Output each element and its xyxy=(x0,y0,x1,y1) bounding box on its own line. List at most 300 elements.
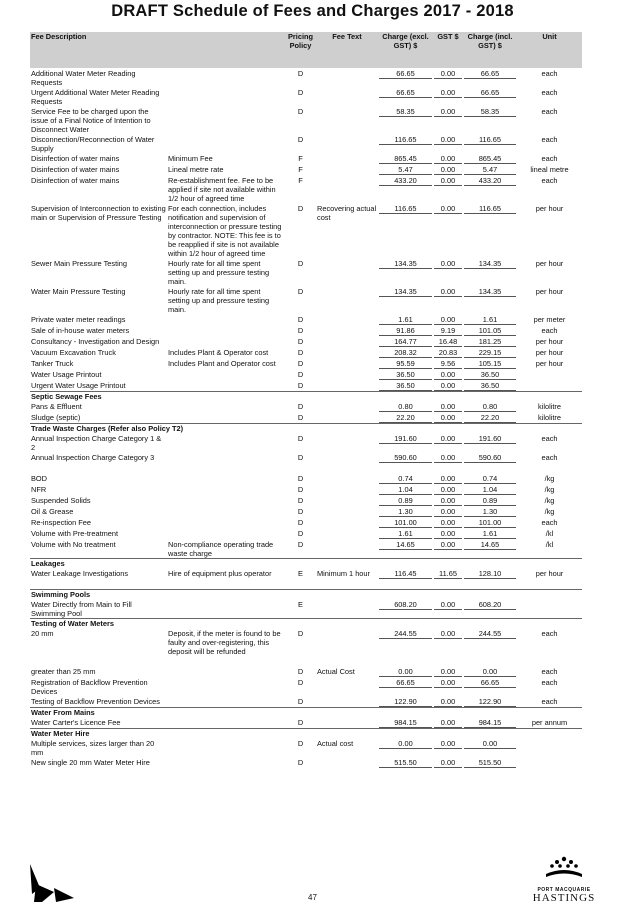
council-logo-icon xyxy=(544,856,584,880)
fee-text xyxy=(316,347,378,358)
fee-text xyxy=(316,717,378,729)
charge-incl-gst-value: 181.25 xyxy=(464,337,516,347)
fee-description: Water Leakage Investigations xyxy=(31,569,129,578)
charge-excl-gst xyxy=(378,528,433,539)
charge-excl-gst xyxy=(378,473,433,484)
gst-amount-value: 0.00 xyxy=(434,381,462,391)
gst-amount-value: 0.00 xyxy=(434,402,462,412)
table-row xyxy=(30,175,582,203)
unit xyxy=(517,757,582,768)
spacer-cell xyxy=(30,656,582,666)
section-heading-row xyxy=(30,729,582,739)
gst-amount xyxy=(433,539,463,559)
table-row xyxy=(30,517,582,528)
fee-note: Re-establishment fee. Fee to be applied if site not available within 1/2 hour of agreed time xyxy=(168,176,276,203)
gst-amount xyxy=(433,358,463,369)
table-row xyxy=(30,336,582,347)
gst-amount xyxy=(433,175,463,203)
fee-description: Private water meter readings xyxy=(31,315,126,324)
fee-note xyxy=(167,314,285,325)
pricing-policy: D xyxy=(297,697,304,706)
charge-excl-gst-value: 0.00 xyxy=(379,667,432,677)
fee-note: Non-compliance operating trade waste charge xyxy=(168,540,274,558)
fee-text xyxy=(316,452,378,463)
charge-incl-gst-value: 191.60 xyxy=(464,434,516,444)
fee-description: Suspended Solids xyxy=(31,496,91,505)
charge-excl-gst-value: 208.32 xyxy=(379,348,432,358)
charge-incl-gst xyxy=(463,68,517,87)
charge-excl-gst-value: 0.74 xyxy=(379,474,432,484)
fee-description: Disinfection of water mains xyxy=(31,176,120,185)
charge-excl-gst-value: 0.89 xyxy=(379,496,432,506)
fee-text xyxy=(316,412,378,424)
charge-excl-gst-value: 515.50 xyxy=(379,758,432,768)
gst-amount xyxy=(433,87,463,106)
unit: per hour xyxy=(535,259,564,268)
fee-description: Testing of Backflow Prevention Devices xyxy=(31,697,160,706)
table-row xyxy=(30,539,582,559)
fee-description: Annual Inspection Charge Category 1 & 2 xyxy=(31,434,162,452)
pricing-policy: F xyxy=(298,165,303,174)
unit: /kg xyxy=(544,496,555,505)
charge-excl-gst-value: 101.00 xyxy=(379,518,432,528)
unit: per hour xyxy=(535,337,564,346)
header-blank xyxy=(167,32,285,68)
gst-amount-value: 20.83 xyxy=(434,348,462,358)
charge-incl-gst-value: 66.65 xyxy=(464,69,516,79)
fee-note xyxy=(167,677,285,696)
header-unit: Unit xyxy=(517,32,582,68)
charge-incl-gst-value: 865.45 xyxy=(464,154,516,164)
fee-description: NFR xyxy=(31,485,47,494)
charge-excl-gst xyxy=(378,717,433,729)
charge-incl-gst-value: 1.61 xyxy=(464,529,516,539)
fee-text xyxy=(316,473,378,484)
gst-amount-value: 0.00 xyxy=(434,315,462,325)
charge-excl-gst xyxy=(378,757,433,768)
unit: each xyxy=(541,667,558,676)
unit: each xyxy=(541,697,558,706)
charge-excl-gst xyxy=(378,153,433,164)
gst-amount xyxy=(433,738,463,757)
fee-text xyxy=(316,539,378,559)
fee-text xyxy=(316,628,378,656)
gst-amount xyxy=(433,666,463,677)
charge-incl-gst xyxy=(463,528,517,539)
gst-amount xyxy=(433,452,463,463)
charge-incl-gst xyxy=(463,696,517,708)
charge-excl-gst xyxy=(378,677,433,696)
charge-incl-gst-value: 515.50 xyxy=(464,758,516,768)
charge-excl-gst xyxy=(378,314,433,325)
section-heading: Water Meter Hire xyxy=(30,729,582,739)
charge-incl-gst xyxy=(463,336,517,347)
fee-note xyxy=(167,599,285,619)
fee-note xyxy=(167,738,285,757)
pricing-policy: F xyxy=(298,176,303,185)
table-row xyxy=(30,106,582,134)
charge-incl-gst xyxy=(463,314,517,325)
council-logo xyxy=(524,856,604,904)
charge-incl-gst-value: 590.60 xyxy=(464,453,516,463)
gst-amount-value: 0.00 xyxy=(434,485,462,495)
pricing-policy: D xyxy=(297,402,304,411)
pricing-policy: D xyxy=(297,135,304,144)
charge-incl-gst xyxy=(463,106,517,134)
charge-excl-gst xyxy=(378,175,433,203)
charge-incl-gst-value: 1.30 xyxy=(464,507,516,517)
gst-amount xyxy=(433,336,463,347)
unit: lineal metre xyxy=(530,165,569,174)
gst-amount xyxy=(433,314,463,325)
header-gst: GST $ xyxy=(433,32,463,68)
pricing-policy: D xyxy=(297,507,304,516)
pricing-policy: D xyxy=(297,348,304,357)
unit: each xyxy=(541,135,558,144)
unit: each xyxy=(541,69,558,78)
fee-note xyxy=(167,134,285,153)
charge-incl-gst-value: 134.35 xyxy=(464,287,516,297)
fee-text xyxy=(316,68,378,87)
fee-note xyxy=(167,106,285,134)
fee-description: Service Fee to be charged upon the issue of a Final Notice of Intention to Disconnect Water xyxy=(31,107,151,134)
gst-amount-value: 0.00 xyxy=(434,678,462,688)
table-row xyxy=(30,528,582,539)
fee-text xyxy=(316,164,378,175)
charge-incl-gst xyxy=(463,369,517,380)
gst-amount-value: 0.00 xyxy=(434,718,462,728)
fee-note xyxy=(167,325,285,336)
header-pricing-policy: Pricing Policy xyxy=(285,32,316,68)
charge-incl-gst xyxy=(463,757,517,768)
fee-note xyxy=(167,717,285,729)
gst-amount-value: 0.00 xyxy=(434,529,462,539)
gst-amount xyxy=(433,325,463,336)
spacer-cell xyxy=(30,579,582,590)
gst-amount xyxy=(433,369,463,380)
charge-excl-gst xyxy=(378,286,433,314)
charge-excl-gst xyxy=(378,258,433,286)
charge-excl-gst xyxy=(378,452,433,463)
charge-excl-gst xyxy=(378,325,433,336)
section-heading-row xyxy=(30,424,582,434)
charge-excl-gst-value: 984.15 xyxy=(379,718,432,728)
section-heading: Testing of Water Meters xyxy=(30,619,582,629)
charge-excl-gst-value: 0.80 xyxy=(379,402,432,412)
charge-incl-gst xyxy=(463,164,517,175)
section-heading-row xyxy=(30,559,582,569)
fee-text xyxy=(316,757,378,768)
charge-excl-gst-value: 164.77 xyxy=(379,337,432,347)
table-row xyxy=(30,358,582,369)
table-row xyxy=(30,369,582,380)
pricing-policy: D xyxy=(297,540,304,549)
fee-description: Multiple services, sizes larger than 20 mm xyxy=(31,739,155,757)
fee-note xyxy=(167,473,285,484)
fees-table xyxy=(30,32,582,768)
pricing-policy: D xyxy=(297,88,304,97)
fee-description: Consultancy - Investigation and Design xyxy=(31,337,160,346)
charge-excl-gst xyxy=(378,347,433,358)
gst-amount-value: 9.19 xyxy=(434,326,462,336)
fee-note xyxy=(167,696,285,708)
charge-excl-gst-value: 191.60 xyxy=(379,434,432,444)
charge-excl-gst-value: 14.65 xyxy=(379,540,432,550)
table-row xyxy=(30,153,582,164)
unit xyxy=(517,380,582,392)
charge-incl-gst xyxy=(463,286,517,314)
charge-excl-gst-value: 66.65 xyxy=(379,69,432,79)
gst-amount xyxy=(433,68,463,87)
charge-excl-gst xyxy=(378,358,433,369)
gst-amount xyxy=(433,757,463,768)
charge-excl-gst xyxy=(378,696,433,708)
section-heading: Septic Sewage Fees xyxy=(30,392,582,402)
fee-note xyxy=(167,528,285,539)
fee-description: New single 20 mm Water Meter Hire xyxy=(31,758,150,767)
gst-amount xyxy=(433,380,463,392)
table-row xyxy=(30,738,582,757)
table-row xyxy=(30,380,582,392)
table-row xyxy=(30,473,582,484)
header-fee-description: Fee Description xyxy=(30,32,167,68)
charge-incl-gst-value: 1.61 xyxy=(464,315,516,325)
gst-amount xyxy=(433,599,463,619)
fee-note: Deposit, if the meter is found to be faulty and over-registering, this deposit will be refunded xyxy=(168,629,281,656)
charge-incl-gst-value: 433.20 xyxy=(464,176,516,186)
fee-description: Urgent Additional Water Meter Reading Requests xyxy=(31,88,160,106)
charge-excl-gst xyxy=(378,203,433,258)
charge-excl-gst-value: 244.55 xyxy=(379,629,432,639)
fee-description: Urgent Water Usage Printout xyxy=(31,381,126,390)
charge-incl-gst-value: 0.89 xyxy=(464,496,516,506)
charge-excl-gst xyxy=(378,164,433,175)
charge-excl-gst-value: 22.20 xyxy=(379,413,432,423)
charge-excl-gst-value: 66.65 xyxy=(379,88,432,98)
fee-note xyxy=(167,757,285,768)
page-title: DRAFT Schedule of Fees and Charges 2017 - 2018 xyxy=(111,2,514,20)
fee-note xyxy=(167,452,285,463)
charge-excl-gst-value: 134.35 xyxy=(379,259,432,269)
fee-description: BOD xyxy=(31,474,48,483)
pricing-policy: D xyxy=(297,667,304,676)
table-row xyxy=(30,484,582,495)
charge-incl-gst-value: 0.00 xyxy=(464,739,516,749)
gst-amount-value: 0.00 xyxy=(434,474,462,484)
pricing-policy: D xyxy=(297,678,304,687)
charge-excl-gst xyxy=(378,369,433,380)
charge-incl-gst xyxy=(463,347,517,358)
fee-text xyxy=(316,599,378,619)
gst-amount xyxy=(433,677,463,696)
charge-incl-gst xyxy=(463,506,517,517)
pricing-policy: D xyxy=(297,204,304,213)
council-name-line1: PORT MACQUARIE xyxy=(537,887,591,893)
fee-note xyxy=(167,433,285,452)
fee-text: Recovering actual cost xyxy=(317,204,377,222)
table-row xyxy=(30,134,582,153)
fee-description: Volume with Pre-treatment xyxy=(31,529,119,538)
gst-amount xyxy=(433,401,463,412)
unit: kilolitre xyxy=(538,413,561,422)
fee-note xyxy=(167,68,285,87)
fee-text xyxy=(316,87,378,106)
pricing-policy: D xyxy=(297,758,304,767)
table-row xyxy=(30,164,582,175)
fee-text xyxy=(316,517,378,528)
fee-text xyxy=(316,175,378,203)
gst-amount-value: 0.00 xyxy=(434,259,462,269)
unit: kilolitre xyxy=(538,402,561,411)
charge-excl-gst-value: 116.65 xyxy=(379,135,432,145)
unit: per hour xyxy=(535,287,564,296)
fee-description: 20 mm xyxy=(31,629,54,638)
charge-incl-gst-value: 5.47 xyxy=(464,165,516,175)
gst-amount-value: 0.00 xyxy=(434,287,462,297)
fee-note: Hourly rate for all time spent setting up and pressure testing main. xyxy=(168,287,270,314)
charge-excl-gst-value: 116.65 xyxy=(379,204,432,214)
fee-description: Disconnection/Reconnection of Water Supply xyxy=(31,135,155,153)
fee-text xyxy=(316,484,378,495)
table-row xyxy=(30,495,582,506)
fee-text xyxy=(316,258,378,286)
gst-amount-value: 0.00 xyxy=(434,496,462,506)
pricing-policy: D xyxy=(297,326,304,335)
pricing-policy: D xyxy=(297,359,304,368)
fee-text xyxy=(316,358,378,369)
charge-excl-gst-value: 1.04 xyxy=(379,485,432,495)
pricing-policy: D xyxy=(297,413,304,422)
table-row xyxy=(30,452,582,463)
fee-note: For each connection, includes notification and supervision of interconnection or pressure testing by contractor. NOTE: This fee is to be reapplied if site is not available within 1/2 hour of agreed time xyxy=(168,204,282,258)
section-heading: Trade Waste Charges (Refer also Policy T2) xyxy=(30,424,582,434)
charge-excl-gst-value: 608.20 xyxy=(379,600,432,610)
table-row xyxy=(30,628,582,656)
gst-amount-value: 0.00 xyxy=(434,667,462,677)
charge-incl-gst xyxy=(463,433,517,452)
charge-incl-gst xyxy=(463,153,517,164)
unit: each xyxy=(541,678,558,687)
gst-amount xyxy=(433,717,463,729)
fee-note: Hourly rate for all time spent setting up and pressure testing main. xyxy=(168,259,270,286)
fee-description: Sale of in-house water meters xyxy=(31,326,130,335)
charge-incl-gst xyxy=(463,539,517,559)
unit: per hour xyxy=(535,348,564,357)
section-heading-row xyxy=(30,590,582,600)
charge-incl-gst xyxy=(463,717,517,729)
charge-excl-gst-value: 1.61 xyxy=(379,529,432,539)
fee-text xyxy=(316,380,378,392)
pricing-policy: D xyxy=(297,107,304,116)
charge-incl-gst xyxy=(463,495,517,506)
charge-incl-gst-value: 608.20 xyxy=(464,600,516,610)
pricing-policy: D xyxy=(297,381,304,390)
fee-note: Lineal metre rate xyxy=(168,165,224,174)
charge-incl-gst-value: 0.00 xyxy=(464,667,516,677)
charge-incl-gst-value: 0.74 xyxy=(464,474,516,484)
gst-amount-value: 11.65 xyxy=(434,569,462,579)
gst-amount xyxy=(433,696,463,708)
charge-incl-gst xyxy=(463,677,517,696)
pricing-policy: D xyxy=(297,453,304,462)
charge-incl-gst xyxy=(463,412,517,424)
spacer-cell xyxy=(30,463,582,473)
pricing-policy: D xyxy=(297,259,304,268)
fee-note xyxy=(167,336,285,347)
charge-excl-gst xyxy=(378,495,433,506)
fee-note xyxy=(167,666,285,677)
charge-excl-gst xyxy=(378,412,433,424)
pricing-policy: E xyxy=(298,600,303,609)
section-heading: Water From Mains xyxy=(30,708,582,718)
fee-description: Water Directly from Main to Fill Swimming Pool xyxy=(31,600,132,618)
charge-incl-gst xyxy=(463,599,517,619)
gst-amount xyxy=(433,528,463,539)
unit: each xyxy=(541,326,558,335)
gst-amount-value: 0.00 xyxy=(434,518,462,528)
charge-excl-gst-value: 865.45 xyxy=(379,154,432,164)
charge-incl-gst xyxy=(463,628,517,656)
gst-amount-value: 9.56 xyxy=(434,359,462,369)
charge-excl-gst xyxy=(378,599,433,619)
pricing-policy: D xyxy=(297,485,304,494)
charge-incl-gst-value: 101.05 xyxy=(464,326,516,336)
fee-note xyxy=(167,412,285,424)
spacer-row xyxy=(30,656,582,666)
unit: each xyxy=(541,518,558,527)
charge-incl-gst-value: 66.65 xyxy=(464,88,516,98)
charge-incl-gst xyxy=(463,517,517,528)
fee-text xyxy=(316,314,378,325)
table-row xyxy=(30,68,582,87)
table-row xyxy=(30,314,582,325)
charge-incl-gst xyxy=(463,452,517,463)
charge-excl-gst-value: 91.86 xyxy=(379,326,432,336)
charge-excl-gst xyxy=(378,106,433,134)
unit: per annum xyxy=(531,718,568,727)
table-row xyxy=(30,666,582,677)
charge-incl-gst xyxy=(463,175,517,203)
fee-description: Additional Water Meter Reading Requests xyxy=(31,69,136,87)
charge-excl-gst xyxy=(378,506,433,517)
gst-amount-value: 0.00 xyxy=(434,88,462,98)
gst-amount-value: 0.00 xyxy=(434,697,462,707)
charge-excl-gst xyxy=(378,87,433,106)
gst-amount-value: 0.00 xyxy=(434,69,462,79)
charge-excl-gst xyxy=(378,401,433,412)
gst-amount-value: 0.00 xyxy=(434,453,462,463)
charge-incl-gst xyxy=(463,203,517,258)
table-row xyxy=(30,677,582,696)
charge-incl-gst-value: 66.65 xyxy=(464,678,516,688)
charge-excl-gst xyxy=(378,68,433,87)
table-row xyxy=(30,87,582,106)
charge-excl-gst-value: 116.45 xyxy=(379,569,432,579)
charge-excl-gst-value: 5.47 xyxy=(379,165,432,175)
fee-description: Disinfection of water mains xyxy=(31,154,120,163)
charge-incl-gst xyxy=(463,738,517,757)
gst-amount-value: 0.00 xyxy=(434,507,462,517)
gst-amount xyxy=(433,412,463,424)
gst-amount-value: 0.00 xyxy=(434,540,462,550)
fee-note xyxy=(167,495,285,506)
gst-amount xyxy=(433,473,463,484)
fee-description: Sewer Main Pressure Testing xyxy=(31,259,127,268)
fee-text xyxy=(316,495,378,506)
fee-description: Re-inspection Fee xyxy=(31,518,91,527)
unit: each xyxy=(541,453,558,462)
table-row xyxy=(30,757,582,768)
